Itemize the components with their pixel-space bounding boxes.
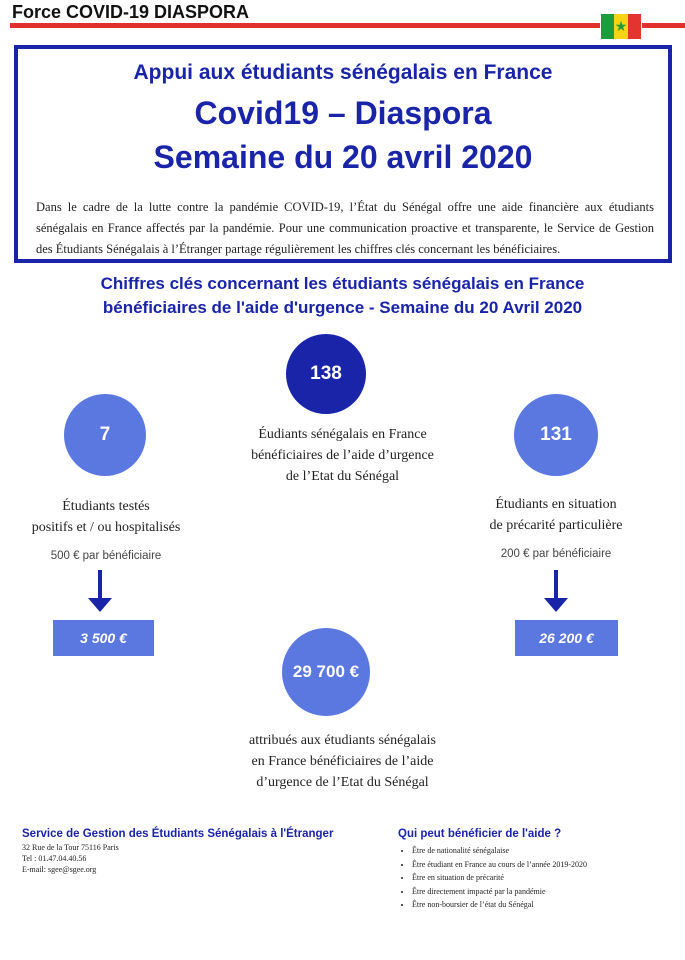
right-stat-rate: 200 € par bénéficiaire	[500, 548, 612, 560]
section-heading	[0, 272, 685, 320]
right-stat-label	[460, 494, 652, 536]
eligibility-item: • Être de nationalité sénégalaise	[412, 844, 587, 858]
total-stat-label-2: en France bénéficiaires de l’aide	[251, 754, 434, 769]
center-stat-label-3: de l’Etat du Sénégal	[285, 469, 400, 484]
left-stat-rate: 500 € par bénéficiaire	[50, 550, 162, 562]
eligibility-item: • Être étudiant en France au cours de l’année 2019-2020	[412, 858, 587, 872]
section-heading-line-1: Chiffres clés concernant les étudiants sénégalais en France	[100, 274, 585, 293]
left-arrowhead-icon	[88, 598, 112, 612]
intro-paragraph: Dans le cadre de la lutte contre la pandémie COVID-19, l’État du Sénégal offre une aide financière aux étudiants sénégalais en France affectés par la pandémie. Pour une communication proactive et transparente, le Service de Gestion des Étudiants Sénégalais à l’Étranger partage régulièrement les chiffres clés concernant les bénéficiaires.	[36, 200, 654, 256]
center-stat-label	[200, 424, 485, 487]
center-stat-label-2: bénéficiaires de l’aide d’urgence	[251, 448, 434, 463]
header-divider-right	[642, 23, 685, 28]
title-line-3: Semaine du 20 avril 2020	[153, 139, 533, 175]
eligibility-list	[398, 844, 587, 912]
right-stat-label-1: Étudiants en situation	[495, 497, 617, 512]
eligibility-item: • Être en situation de précarité	[412, 871, 587, 885]
center-stat-label-1: Éudiants sénégalais en France	[258, 427, 427, 442]
right-stat-label-2: de précarité particulière	[489, 518, 623, 533]
total-stat-label	[190, 730, 495, 793]
total-stat-label-3: d’urgence de l’Etat du Sénégal	[256, 775, 429, 790]
eligibility-title: Qui peut bénéficier de l'aide ?	[398, 828, 562, 840]
left-stat-circle: 7	[64, 394, 146, 476]
right-arrowhead-icon	[544, 598, 568, 612]
service-tel: Tel : 01.47.04.40.56	[22, 854, 87, 863]
right-amount-badge: 26 200 €	[515, 620, 618, 656]
service-address: 32 Rue de la Tour 75116 Paris	[22, 843, 119, 852]
eligibility-info	[398, 828, 587, 912]
eligibility-item: • Être directement impacté par la pandémie	[412, 885, 587, 899]
left-stat-label-2: positifs et / ou hospitalisés	[31, 520, 181, 535]
right-stat-circle: 131	[514, 394, 598, 476]
flag-star-icon: ★	[614, 18, 628, 34]
left-amount-badge: 3 500 €	[53, 620, 154, 656]
senegal-flag-icon	[601, 14, 641, 39]
left-stat-label	[14, 496, 198, 538]
right-arrow-icon	[554, 570, 558, 600]
left-arrow-icon	[98, 570, 102, 600]
total-stat-label-1: attribués aux étudiants sénégalais	[249, 733, 436, 748]
total-stat-circle: 29 700 €	[282, 628, 370, 716]
left-stat-label-1: Étudiants testés	[62, 499, 150, 514]
center-stat-circle: 138	[286, 334, 366, 414]
section-heading-line-2: bénéficiaires de l'aide d'urgence - Semaine du 20 Avril 2020	[102, 298, 583, 317]
service-email: E-mail: sgee@sgee.org	[22, 865, 97, 874]
title-line-1: Appui aux étudiants sénégalais en France	[133, 61, 553, 84]
service-title: Service de Gestion des Étudiants Sénégalais à l'Étranger	[22, 828, 334, 840]
header-title: Force COVID-19 DIASPORA	[12, 2, 250, 22]
service-info	[22, 828, 333, 875]
eligibility-item: • Être non-boursier de l’état du Sénégal	[412, 898, 587, 912]
title-box	[14, 45, 672, 263]
title-line-2: Covid19 – Diaspora	[194, 95, 492, 131]
header-divider	[10, 23, 600, 28]
